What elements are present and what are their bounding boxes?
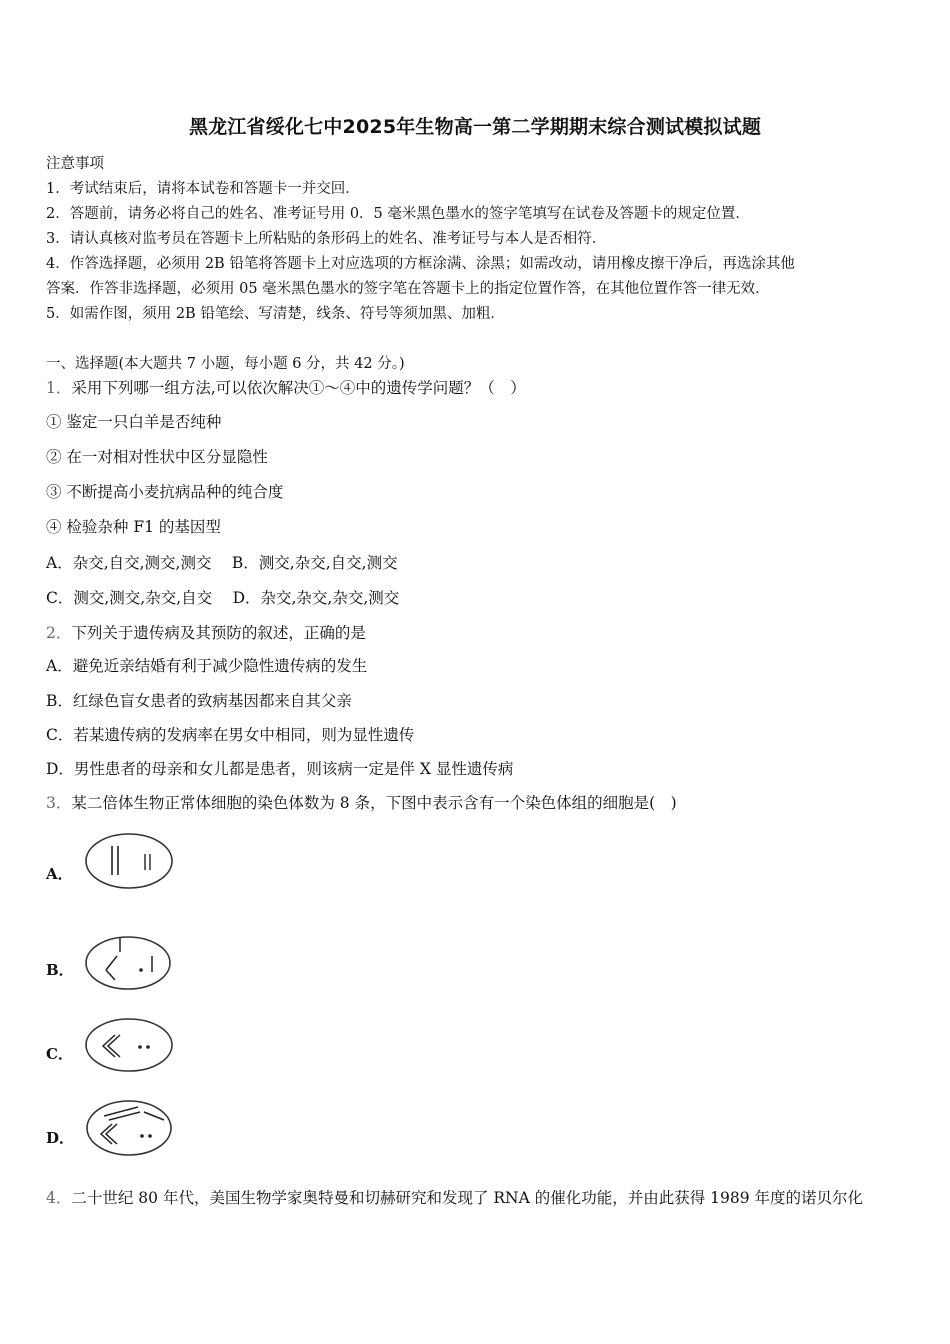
notice-item: 1．考试结束后，请将本试卷和答题卡一并交回．	[46, 181, 360, 197]
question-stem: 某二倍体生物正常体细胞的染色体数为 8 条，下图中表示含有一个染色体组的细胞是( )	[71, 794, 677, 812]
q3-option-label: C．	[46, 1045, 73, 1063]
notice-item: 答案．作答非选择题，必须用 05 毫米黑色墨水的签字笔在答题卡上的指定位置作答，在其他位置作答一律无效．	[46, 281, 770, 297]
question-2	[46, 621, 904, 643]
q2-option: D．男性患者的母亲和女儿都是患者，则该病一定是伴 X 显性遗传病	[46, 760, 514, 778]
question-stem: 二十世纪 80 年代，美国生物学家奥特曼和切赫研究和发现了 RNA 的催化功能，并由此获得 1989 年度的诺贝尔化	[71, 1189, 864, 1207]
cell-diagram-b	[82, 930, 178, 992]
q3-option-label: B．	[46, 961, 74, 979]
question-number: 4．	[46, 1189, 72, 1207]
question-stem: 下列关于遗传病及其预防的叙述，正确的是	[71, 624, 366, 642]
question-stem: 采用下列哪一组方法,可以依次解决①～④中的遗传学问题？（ ）	[71, 379, 526, 397]
q3-option-label: A．	[46, 865, 73, 883]
question-3	[46, 791, 904, 813]
q1-options-row: A．杂交,自交,测交,测交 B．测交,杂交,自交,测交	[46, 554, 398, 572]
q2-option: A．避免近亲结婚有利于减少隐性遗传病的发生	[46, 657, 368, 675]
question-1	[46, 376, 904, 398]
q1-item: ③ 不断提高小麦抗病品种的纯合度	[46, 483, 284, 501]
section-heading: 一、选择题(本大题共 7 小题，每小题 6 分，共 42 分。)	[46, 356, 405, 372]
notice-item: 3．请认真核对监考员在答题卡上所粘贴的条形码上的姓名、准考证号与本人是否相符．	[46, 231, 607, 247]
cell-diagram-a	[82, 830, 178, 892]
question-number: 2．	[46, 624, 72, 642]
question-number: 3．	[46, 794, 72, 812]
q2-option: C．若某遗传病的发病率在男女中相同，则为显性遗传	[46, 726, 415, 744]
q1-options-row: C．测交,测交,杂交,自交 D．杂交,杂交,杂交,测交	[46, 589, 400, 607]
question-number: 1．	[46, 379, 72, 397]
q3-option-label: D．	[46, 1129, 75, 1147]
cell-diagram-d	[82, 1096, 178, 1158]
notice-heading: 注意事项	[46, 156, 104, 172]
q1-item: ① 鉴定一只白羊是否纯种	[46, 413, 222, 431]
notice-item: 5．如需作图，须用 2B 铅笔绘、写清楚，线条、符号等须加黑、加粗．	[46, 306, 505, 322]
q1-item: ④ 检验杂种 F1 的基因型	[46, 518, 221, 536]
q1-item: ② 在一对相对性状中区分显隐性	[46, 448, 268, 466]
cell-diagram-c	[82, 1014, 178, 1076]
question-4	[46, 1186, 904, 1208]
notice-item: 4．作答选择题，必须用 2B 铅笔将答题卡上对应选项的方框涂满、涂黑；如需改动，请用橡皮擦干净后，再选涂其他	[46, 256, 795, 272]
q2-option: B．红绿色盲女患者的致病基因都来自其父亲	[46, 692, 352, 710]
page-title: 黑龙江省绥化七中2025年生物高一第二学期期末综合测试模拟试题	[188, 116, 762, 138]
notice-item: 2．答题前，请务必将自己的姓名、准考证号用 0．5 毫米黑色墨水的签字笔填写在试卷及答题卡的规定位置．	[46, 206, 750, 222]
